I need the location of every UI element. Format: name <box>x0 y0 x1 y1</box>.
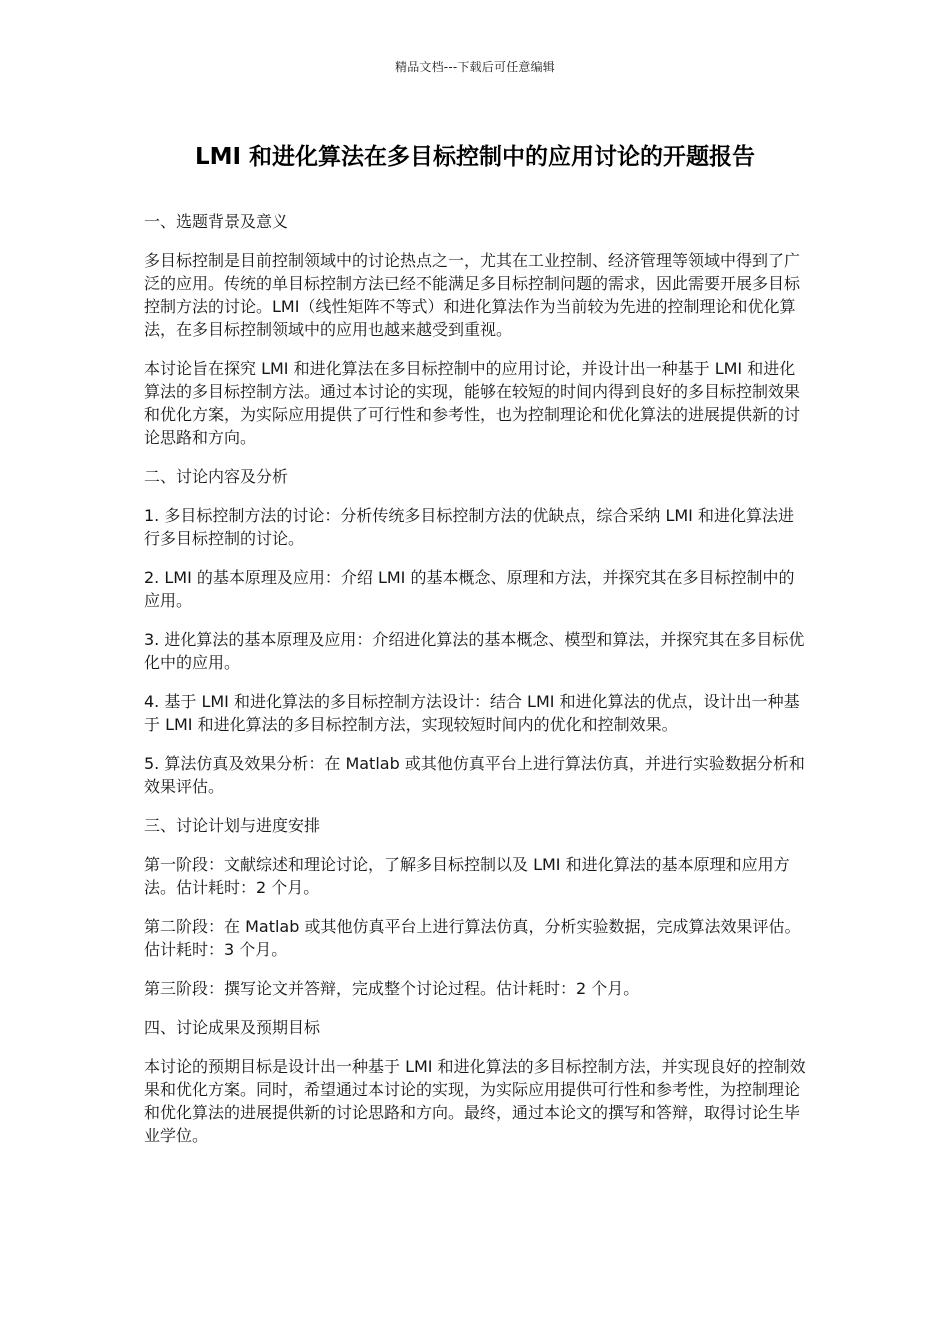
schedule-stage: 第一阶段：文献综述和理论讨论，了解多目标控制以及 LMI 和进化算法的基本原理和应用方法。估计耗时：2 个月。 <box>144 855 790 897</box>
list-item: 1. 多目标控制方法的讨论：分析传统多目标控制方法的优缺点，综合采纳 LMI 和进化算法进行多目标控制的讨论。 <box>144 506 794 548</box>
paragraph: 本讨论旨在探究 LMI 和进化算法在多目标控制中的应用讨论，并设计出一种基于 LMI 和进化算法的多目标控制方法。通过本讨论的实现，能够在较短的时间内得到良好的多目标控制效果和优化方案，为实际应用提供了可行性和参考性，也为控制理论和优化算法的进展提供新的讨论思路和方向。 <box>144 359 801 447</box>
section-heading-content: 二、讨论内容及分析 <box>144 467 289 486</box>
header-note: 精品文档---下载后可任意编辑 <box>395 60 555 74</box>
section-heading-background: 一、选题背景及意义 <box>144 212 289 231</box>
list-item: 4. 基于 LMI 和进化算法的多目标控制方法设计：结合 LMI 和进化算法的优点，设计出一种基于 LMI 和进化算法的多目标控制方法，实现较短时间内的优化和控制效果。 <box>144 692 800 734</box>
list-item: 2. LMI 的基本原理及应用：介绍 LMI 的基本概念、原理和方法，并探究其在多目标控制中的应用。 <box>144 568 795 610</box>
section-heading-goals: 四、讨论成果及预期目标 <box>144 1018 321 1037</box>
schedule-stage: 第三阶段：撰写论文并答辩，完成整个讨论过程。估计耗时：2 个月。 <box>144 979 640 998</box>
schedule-stage: 第二阶段：在 Matlab 或其他仿真平台上进行算法仿真，分析实验数据，完成算法效果评估。估计耗时：3 个月。 <box>144 917 801 959</box>
paragraph: 多目标控制是目前控制领域中的讨论热点之一，尤其在工业控制、经济管理等领域中得到了广泛的应用。传统的单目标控制方法已经不能满足多目标控制问题的需求，因此需要开展多目标控制方法的讨论。LMI（线性矩阵不等式）和进化算法作为当前较为先进的控制理论和优化算法，在多目标控制领域中的应用也越来越受到重视。 <box>144 251 801 339</box>
list-item: 3. 进化算法的基本原理及应用：介绍进化算法的基本概念、模型和算法，并探究其在多目标优化中的应用。 <box>144 630 805 672</box>
section-heading-schedule: 三、讨论计划与进度安排 <box>144 816 321 835</box>
document-body <box>144 210 808 1163</box>
document-title: LMI 和进化算法在多目标控制中的应用讨论的开题报告 <box>194 144 756 170</box>
list-item: 5. 算法仿真及效果分析：在 Matlab 或其他仿真平台上进行算法仿真，并进行实验数据分析和效果评估。 <box>144 754 805 796</box>
paragraph: 本讨论的预期目标是设计出一种基于 LMI 和进化算法的多目标控制方法，并实现良好的控制效果和优化方案。同时，希望通过本讨论的实现，为实际应用提供可行性和参考性，为控制理论和优化算法的进展提供新的讨论思路和方向。最终，通过本论文的撰写和答辩，取得讨论生毕业学位。 <box>144 1057 806 1145</box>
